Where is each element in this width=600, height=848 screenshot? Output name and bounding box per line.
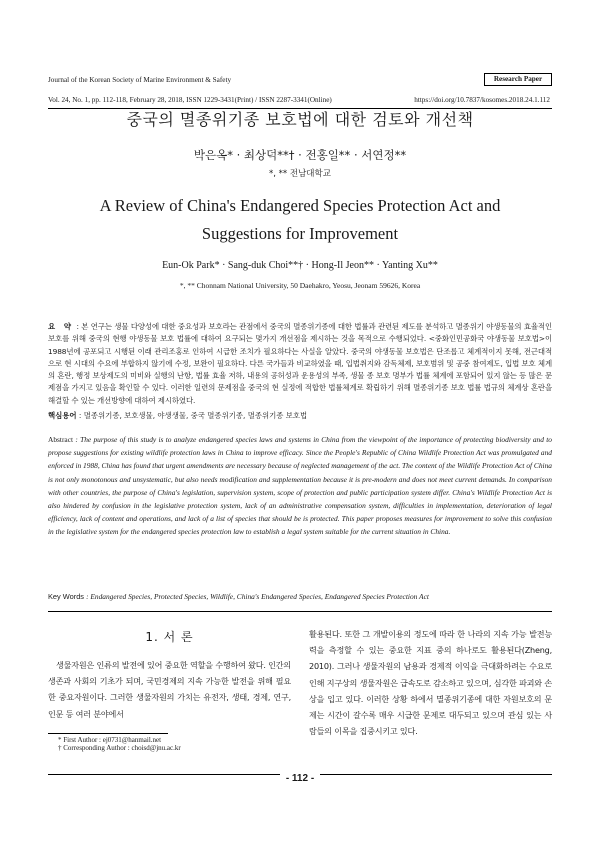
english-abstract-label: Abstract [48,435,74,444]
body-right-text: 활용된다. 또한 그 개발이용의 정도에 따라 한 나라의 지속 가능 발전능력을 측정할 수 있는 중요한 지표 중의 하나로도 활용된다(Zheng, 2010). 그러나 생물자원의 남용과 경제적 이익을 극대화하려는 수요로 인해 지구상의 생물자원은 급속도로 감소하고 있으며, 심각한 파괴와 손상을 입고 있다. 이러한 상황 하에서 멸종위기종에 대한 자원보호의 문제는 시간이 갈수록 매우 시급한 문제로 대두되고 있으며 관심 있는 사람들의 이목을 집중시키고 있다. [309,629,552,737]
korean-title: 중국의 멸종위기종 보호법에 대한 검토와 개선책 [126,110,474,129]
body-left-text: 생물자원은 인류의 발전에 있어 중요한 역할을 수행하여 왔다. 인간의 생존과 사회의 기초가 되며, 국민경제의 지속 가능한 발전을 위해 필요한 중요자원이다. 그러한 생물자원의 가치는 유전자, 생태, 경제, 연구, 인문 등 여러 분야에서 [48,660,291,719]
english-keywords-label: Key Words [48,592,85,601]
footnote-first-author: * First Author : ej0731@hanmail.net [58,736,162,744]
korean-abstract [48,321,552,407]
korean-keywords-text: : 멸종위기종, 보호생물, 야생생물, 중국 멸종위기종, 멸종위기종 보호법 [78,411,308,420]
footnote-corresponding-author: † Corresponding Author : choisd@jnu.ac.kr [58,744,181,752]
korean-affiliation: *, ** 전남대학교 [269,169,331,179]
body-right-column [309,626,552,739]
english-abstract-text: : The purpose of this study is to analyze endangered species laws and systems in China from the viewpoint of the importance of protecting biodiversity and to propose suggestions for existing wildlife protection laws in China to improve efficacy. Since the People's Republic of China Wildlife Protection Act was promulgated and enforced in 1988, China has found that urgent amendments are necessary because of neglected management of the act. The content of the Wildlife Protection Act of China is not only monotonous and unsystematic, but also needs modification and supplementation because it is pre-modern and does not meet current demands. In comparison with other countries, the purpose of China's legislation, supervision system, scope of protection and public participation system differ. China's Wildlife Protection Act is also hindered by confusion in the legislative protection system, lack of an administrative compensation system, difficulties in implementation, deterioration of legal efficiency, lack of content and operations, and lack of a list of species that should be is protected. This paper proposes measures for improvement to solve this confusion in the legislative system for the endangered species protection law to establish a legal system suitable for the current situation in China. [48,435,552,537]
korean-keywords-label: 핵심용어 [48,411,77,420]
abstract-rule [48,611,552,612]
english-keywords [48,592,429,601]
english-authors: Eun-Ok Park* · Sang-duk Choi**† · Hong-Il Jeon** · Yanting Xu** [162,260,438,271]
korean-abstract-text: : 본 연구는 생물 다양성에 대한 중요성과 보호라는 관점에서 중국의 멸종위기종에 대한 법률과 관련된 제도를 분석하고 멸종위기 야생동물의 효율적인 보호를 위해 중국의 현행 야생동물 보호 법률에 대하여 요구되는 몇가지 개선점을 제시하는 것을 목적으로 수행되었다. <중화인민공화국 야생동물 보호법>이 1988년에 공포되고 시행된 이래 관리조홍로 인하여 시급한 조치가 필요하다는 사실을 알았다. 중국의 야생동물 보호법은 단조롭고 체계적이지 못해, 전근대적으로 현 시대의 수요에 부합하지 않기에 수정, 보완이 필요하다. 다른 국가들과 비교하였을 때, 입법취지와 감독체제, 보호범위 및 공중 참여제도, 입법 보호 체계의 혼란, 행정 보상제도의 미비와 실행의 난항, 법률 효율 저하, 내용의 공허성과 운용성의 부족, 생물 종 보호 명부가 법률 체계에 포함되어 있지 않는 등 많은 문제점을 가지고 있음을 확인할 수 있다. 이러한 일련의 문제점을 중국의 현 실정에 적합한 법률체계로 확립하기 위해 멸종위기종 보호 법률 법규의 체계상 혼란을 해결할 수 있는 개선방향에 대하여 제시하였다. [48,322,553,405]
journal-name: Journal of the Korean Society of Marine Environment & Safety [48,76,232,84]
english-title-line2: Suggestions for Improvement [201,224,399,243]
english-keywords-text: : Endangered Species, Protected Species, Wildlife, China's Endangered Species, Endangered Species Protection Act [86,592,429,601]
page-number [0,773,600,784]
english-affiliation: *, ** Chonnam National University, 50 Daehakro, Yeosu, Jeonam 59626, Korea [179,281,421,290]
korean-keywords [48,410,307,421]
english-title-line1: A Review of China's Endangered Species Protection Act and [99,196,501,215]
doi-link[interactable]: https://doi.org/10.7837/kosomes.2018.24.1.112 [414,96,550,104]
page-number-text: - 112 - [280,773,320,784]
english-abstract [48,433,552,539]
footnote-rule [48,733,168,734]
section-heading: 1. 서 론 [145,630,194,644]
korean-abstract-label: 요 약 [48,322,75,331]
paper-type-badge: Research Paper [484,73,552,86]
korean-authors: 박은옥* · 최상덕**† · 전홍일** · 서연정** [193,148,407,162]
body-left-column [48,657,291,722]
journal-volume-info: Vol. 24, No. 1, pp. 112-118, February 28, 2018, ISSN 1229-3431(Print) / ISSN 2287-3341(Online) [48,96,332,104]
